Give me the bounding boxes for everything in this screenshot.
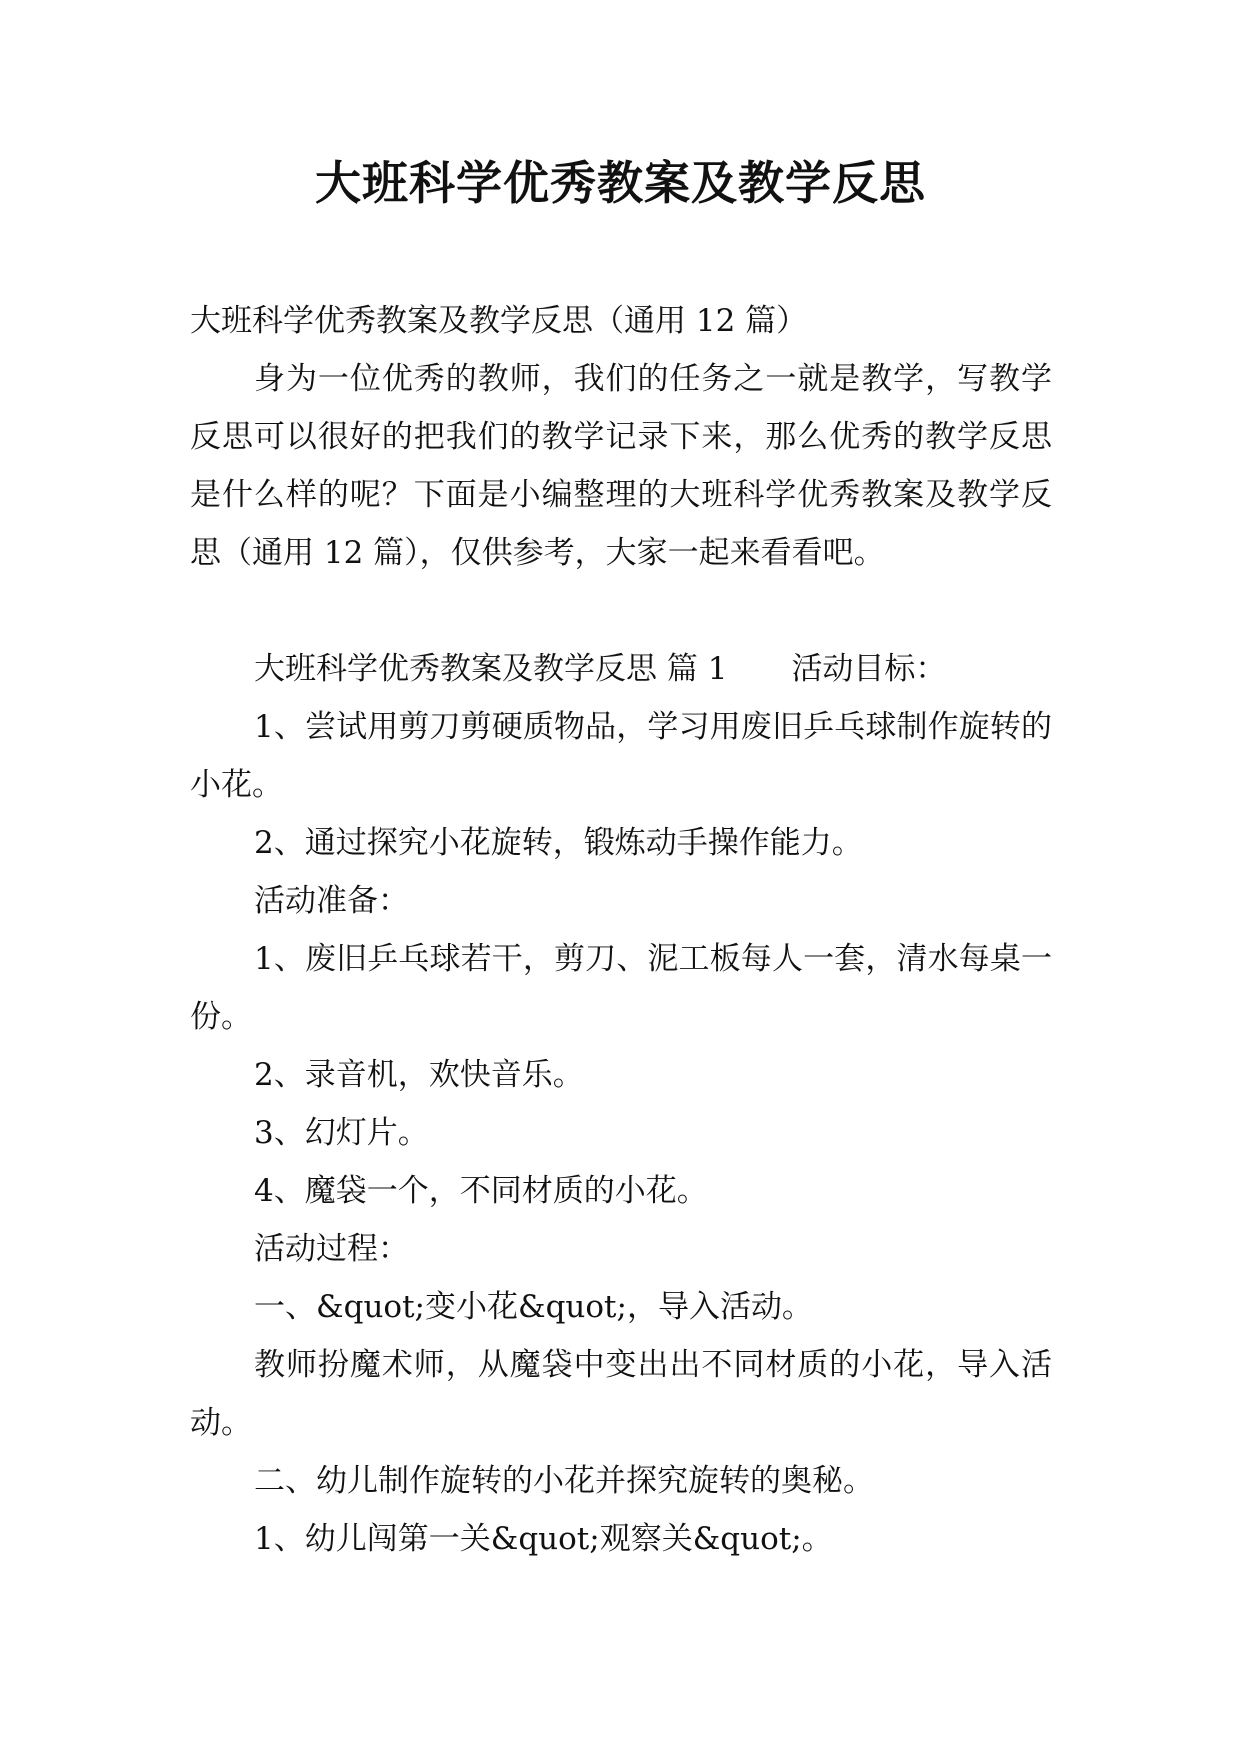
section-label: 活动准备： — [254, 883, 409, 919]
paragraph: 4、魔袋一个，不同材质的小花。 — [254, 1173, 708, 1209]
subtitle: 大班科学优秀教案及教学反思（通用 12 篇） — [190, 303, 808, 339]
paragraph: 2、录音机，欢快音乐。 — [254, 1057, 584, 1093]
paragraph: 一、&quot;变小花&quot;，导入活动。 — [254, 1289, 813, 1325]
intro-paragraph: 身为一位优秀的教师，我们的任务之一就是教学，写教学反思可以很好的把我们的教学记录下来，那么优秀的教学反思是什么样的呢？下面是小编整理的大班科学优秀教案及教学反思（通用 12 篇），仅供参考，大家一起来看看吧。 — [190, 361, 1052, 571]
section-label: 活动过程： — [254, 1231, 409, 1267]
paragraph: 二、幼儿制作旋转的小花并探究旋转的奥秘。 — [254, 1463, 874, 1499]
document-body — [190, 292, 1052, 1568]
document-title: 大班科学优秀教案及教学反思 — [315, 156, 926, 210]
section-heading-line — [190, 640, 1052, 698]
paragraph: 2、通过探究小花旋转，锻炼动手操作能力。 — [254, 825, 863, 861]
paragraph: 1、幼儿闯第一关&quot;观察关&quot;。 — [254, 1521, 833, 1557]
blank-line — [190, 582, 1052, 640]
paragraph: 1、尝试用剪刀剪硬质物品，学习用废旧乒乓球制作旋转的小花。 — [190, 709, 1052, 803]
goal-heading: 活动目标： — [791, 651, 947, 687]
paragraph: 教师扮魔术师，从魔袋中变出出不同材质的小花，导入活动。 — [190, 1347, 1052, 1441]
section-heading: 大班科学优秀教案及教学反思 篇 1 — [254, 651, 728, 687]
paragraph: 3、幻灯片。 — [254, 1115, 429, 1151]
paragraph: 1、废旧乒乓球若干，剪刀、泥工板每人一套，清水每桌一份。 — [190, 941, 1052, 1035]
